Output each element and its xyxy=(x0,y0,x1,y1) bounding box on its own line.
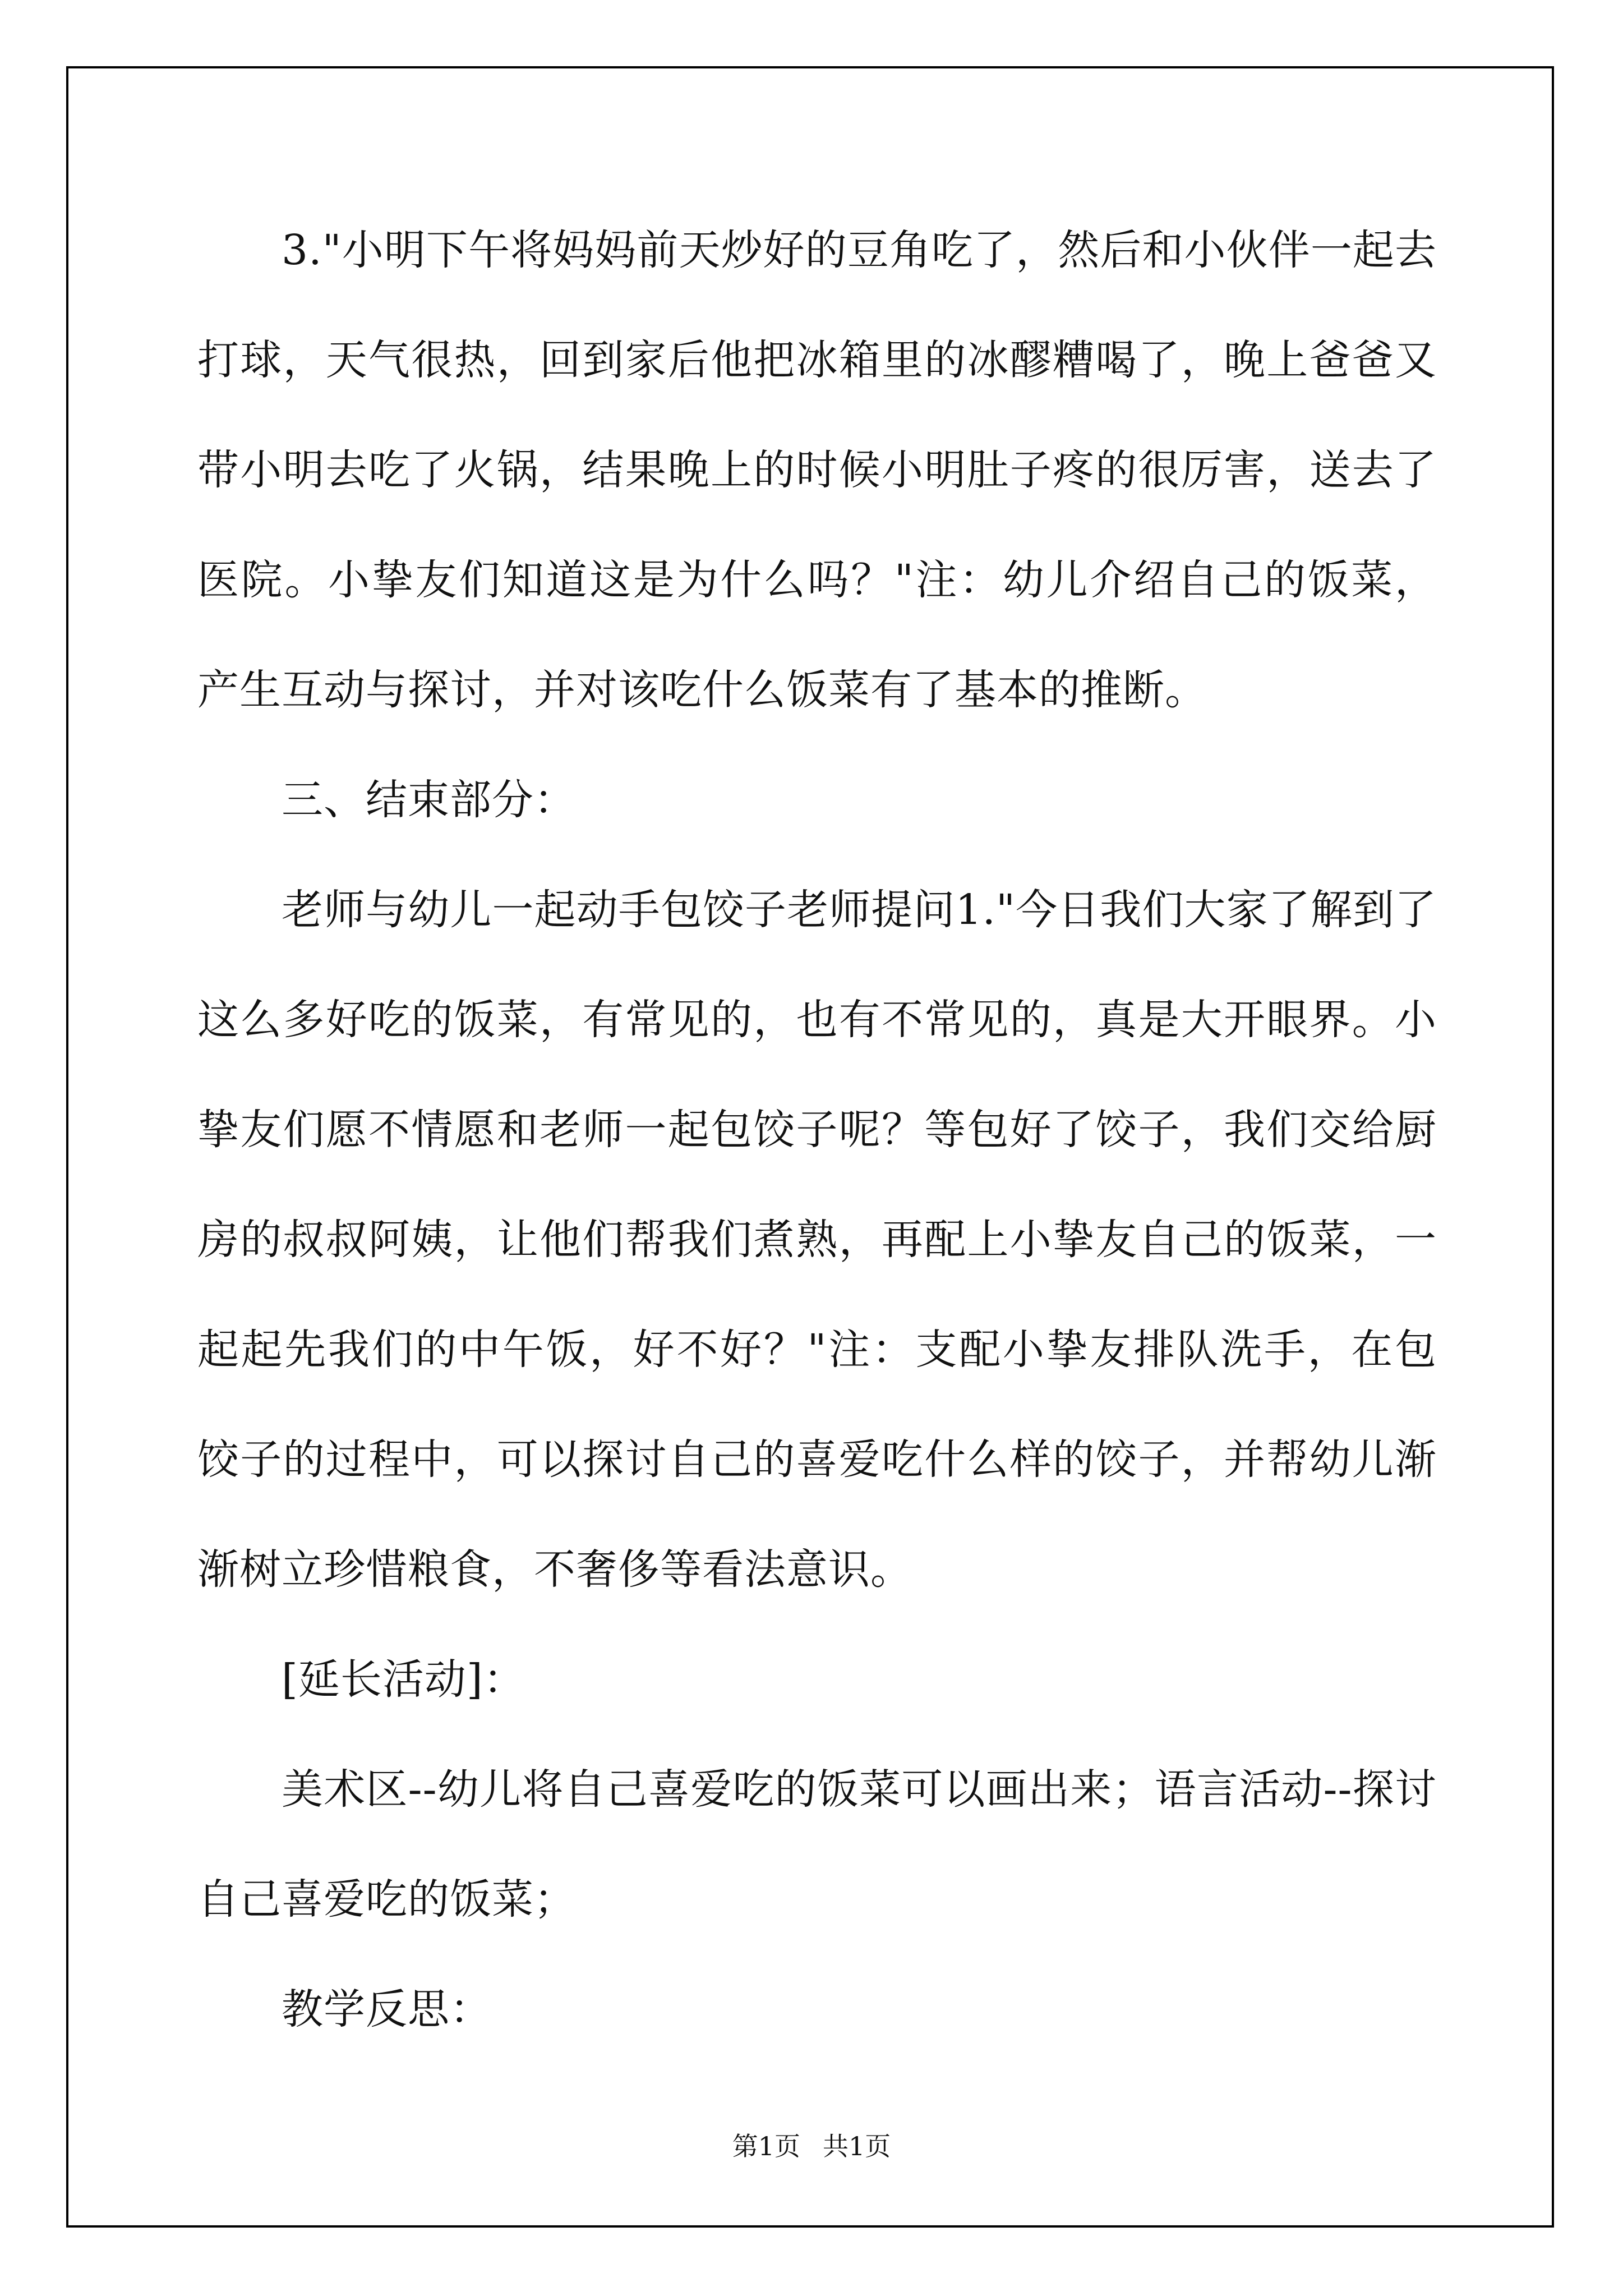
paragraph-extension-details: 美术区--幼儿将自己喜爱吃的饭菜可以画出来；语言活动--探讨自己喜爱吃的饭菜； xyxy=(197,1765,1437,1924)
page-number-current: 第1页 xyxy=(732,2131,800,2161)
paragraph-food-story: 3."小明下午将妈妈前天炒好的豆角吃了，然后和小伙伴一起去打球，天气很热，回到家后他把冰箱里的冰醪糟喝了，晚上爸爸又带小明去吃了火锅，结果晚上的时候小明肚子疼的很厉害，送去了医院。小挚友们知道这是为什么吗？"注：幼儿介绍自己的饭菜，产生互动与探讨，并对该吃什么饭菜有了基本的推断。 xyxy=(197,226,1437,714)
heading-ending-section: 三、结束部分： xyxy=(282,776,576,824)
document-body xyxy=(197,195,1437,2064)
heading-extension-activity: [延长活动]： xyxy=(282,1655,525,1704)
paragraph-dumplings: 老师与幼儿一起动手包饺子老师提问1."今日我们大家了解到了这么多好吃的饭菜，有常见的，也有不常见的，真是大开眼界。小挚友们愿不情愿和老师一起包饺子呢？等包好了饺子，我们交给厨房的叔叔阿姨，让他们帮我们煮熟，再配上小挚友自己的饭菜，一起起先我们的中午饭，好不好？"注：支配小挚友排队洗手，在包饺子的过程中，可以探讨自己的喜爱吃什么样的饺子，并帮幼儿渐渐树立珍惜粮食，不奢侈等看法意识。 xyxy=(197,886,1437,1594)
page-footer xyxy=(0,2126,1623,2163)
heading-teaching-reflection: 教学反思： xyxy=(282,1985,492,2033)
page-number-total: 共1页 xyxy=(823,2131,891,2161)
